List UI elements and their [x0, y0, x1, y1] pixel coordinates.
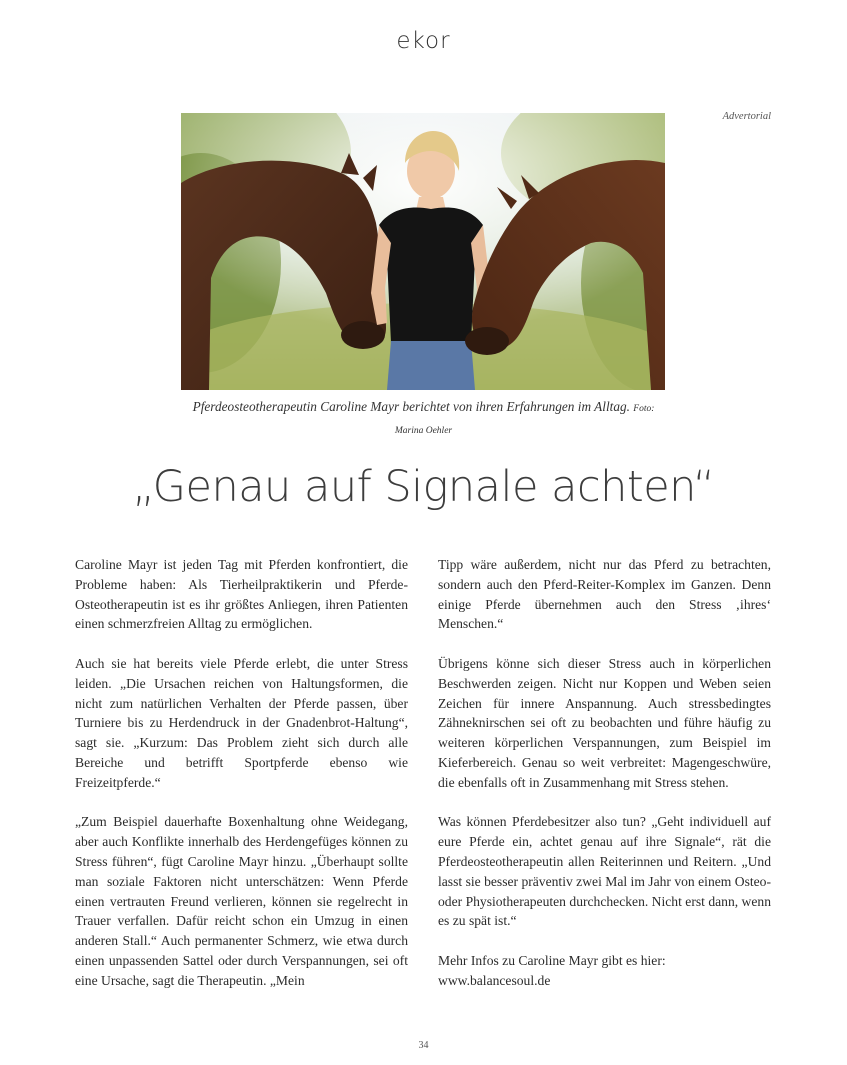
photo-caption — [180, 397, 667, 441]
paragraph: Caroline Mayr ist jeden Tag mit Pferden konfrontiert, die Probleme haben: Als Tierheilpraktikerin und Pferde-Osteotherapeutin ist es ihr größtes Anliegen, ihren Patienten einen schmerzfreien Alltag zu ermöglichen. — [75, 557, 408, 632]
paragraph: Auch sie hat bereits viele Pferde erlebt, die unter Stress leiden. „Die Ursachen reichen von Haltungsformen, die nicht zum natürlichen Verhalten der Pferde passen, über Turniere bis zu Herdendruck in der Gnadenbrot-Haltung“, sagt sie. „Kurzum: Das Problem zieht sich durch alle Bereiche und betrifft Sportpferde ebenso wie Freizeitpferde.“ — [75, 655, 408, 790]
photo-credit: Foto: Marina Oehler — [394, 404, 655, 436]
paragraph: Übrigens könne sich dieser Stress auch in körperlichen Beschwerden zeigen. Nicht nur Koppen und Weben seien Zeichen für innere Anspannung. Auch stressbedingtes Zähneknirschen sei oft zu beobachten und führe häufig zu weiteren körperlichen Verspannungen, zum Beispiel im Kieferbereich. Genau so weit verbreitet: Magengeschwüre, die ebenfalls oft in Zusammenhang mit Stress stehen. — [438, 655, 771, 790]
paragraph: Was können Pferdebesitzer also tun? „Geht individuell auf eure Pferde ein, achtet genau auf ihre Signale“, rät die Pferdeosteotherapeutin allen Reiterinnen und Reitern. „Und lasst sie besser präventiv zwei Mal im Jahr von einem Osteo- oder Physiotherapeuten durchchecken. Nicht erst dann, wenn es zu spät ist.“ — [438, 814, 771, 929]
article-column-right — [438, 555, 771, 991]
paragraph: „Zum Beispiel dauerhafte Boxenhaltung ohne Weidegang, aber auch Konflikte innerhalb des Herdengefüges können zu Stress führen“, fügt Caroline Mayr hinzu. „Überhaupt sollte man soziale Faktoren nicht unterschätzen: Wenn Pferde einen vertrauten Freund verlieren, können sie regelrecht in Trauer verfallen. Dafür reicht schon ein Umzug in einen anderen Stall.“ Auch permanenter Schmerz, wie etwa durch einen unpassenden Sattel oder durch Verspannungen, sei oft eine Ursache, sagt die Therapeutin. „Mein — [75, 814, 408, 988]
article-headline: „Genau auf Signale achten“ — [132, 462, 715, 512]
more-info — [438, 951, 771, 991]
page-number: 34 — [418, 1040, 429, 1051]
caption-text: Pferdeosteotherapeutin Caroline Mayr berichtet von ihren Erfahrungen im Alltag. — [192, 399, 630, 414]
more-info-text: Mehr Infos zu Caroline Mayr gibt es hier: — [438, 952, 666, 968]
advertorial-label: Advertorial — [722, 111, 771, 122]
paragraph: Tipp wäre außerdem, nicht nur das Pferd zu betrachten, sondern auch den Pferd-Reiter-Komplex im Ganzen. Denn einige Pferde übernehmen auch den Stress ‚ihres‘ Menschen.“ — [438, 557, 771, 632]
more-info-link[interactable]: www.balancesoul.de — [438, 972, 551, 988]
brand-logo: ekor — [396, 28, 451, 54]
article-column-left — [75, 555, 408, 991]
article-photo — [181, 113, 665, 390]
